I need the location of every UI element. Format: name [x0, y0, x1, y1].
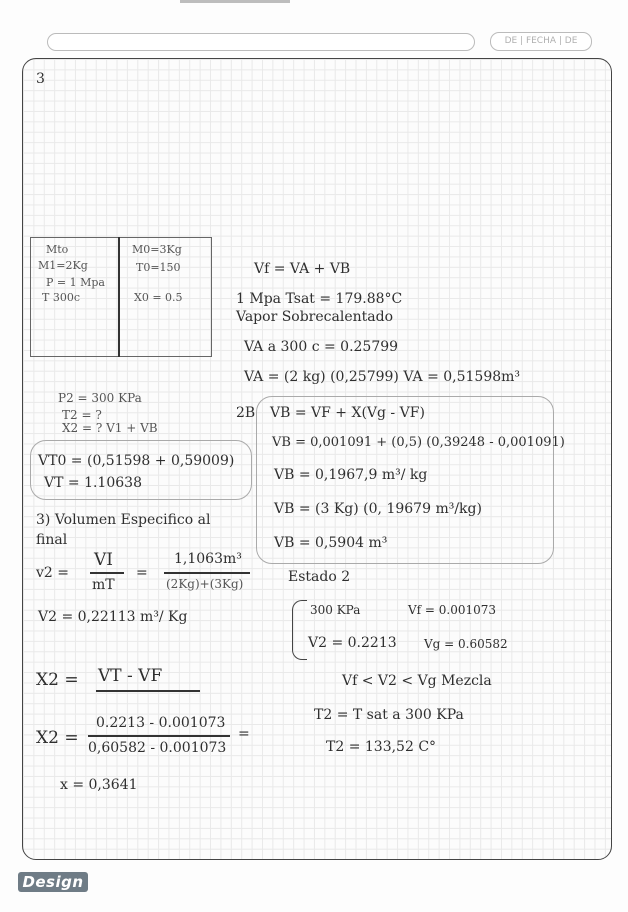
state2-line: X2 = ? V1 + VB — [62, 421, 158, 435]
vapor-line: Vapor Sobrecalentado — [236, 309, 393, 325]
given-data-divider — [118, 237, 120, 357]
x2-lhs: X2 = — [36, 670, 79, 690]
given-left-line: P = 1 Mpa — [46, 276, 105, 289]
vb-value-line: VB = 0,1967,9 m³/ kg — [274, 467, 428, 483]
v2-numerator-2: 1,1063m³ — [174, 551, 242, 567]
x2-sub-numerator: 0.2213 - 0.001073 — [96, 715, 226, 731]
design-logo: Design — [18, 872, 88, 892]
vb-result-line: VB = 0,5904 m³ — [274, 535, 388, 551]
x2-sub-lhs: X2 = — [36, 728, 79, 748]
x2-fraction-bar — [96, 690, 200, 692]
estado2-vg: Vg = 0.60582 — [424, 637, 508, 651]
given-left-line: Mto — [46, 243, 69, 256]
v2-result: V2 = 0,22113 m³/ Kg — [38, 609, 188, 625]
x-result: x = 0,3641 — [60, 777, 138, 793]
vb-sub-line: VB = 0,001091 + (0,5) (0,39248 - 0,001091) — [272, 435, 565, 450]
v2-fraction-bar — [90, 572, 124, 574]
v2-lhs: v2 = — [36, 565, 69, 581]
estado2-title: Estado 2 — [288, 569, 351, 585]
given-right-line: M0=3Kg — [132, 243, 182, 256]
estado2-bracket — [292, 600, 307, 660]
v2-denominator-2: (2Kg)+(3Kg) — [166, 577, 244, 591]
x2-sub-fraction-bar — [88, 735, 230, 737]
given-left-line: M1=2Kg — [38, 259, 88, 272]
v2-numerator: VI — [94, 550, 113, 570]
x2-sub-denominator: 0,60582 - 0.001073 — [88, 740, 227, 756]
given-left-line: T 300c — [42, 291, 80, 304]
v2-fraction-bar-2 — [164, 572, 250, 574]
tsat-line: 1 Mpa Tsat = 179.88°C — [236, 291, 403, 307]
vb-mass-line: VB = (3 Kg) (0, 19679 m³/kg) — [274, 501, 482, 517]
given-right-line: X0 = 0.5 — [134, 291, 183, 304]
vf-sum-line: Vf = VA + VB — [254, 261, 351, 277]
v2-denominator: mT — [92, 577, 115, 593]
vb-formula-line: VB = VF + X(Vg - VF) — [270, 405, 425, 421]
estado2-vf: Vf = 0.001073 — [408, 603, 497, 617]
given-right-line: T0=150 — [136, 261, 181, 274]
x2-sub-equals: = — [238, 726, 250, 742]
vt-sum-outline — [30, 440, 252, 500]
v2-equals: = — [136, 565, 148, 581]
section3-title: 3) Volumen Especifico al final — [36, 512, 211, 548]
scan-edge-shadow — [180, 0, 290, 3]
vt-line: VT = 1.10638 — [44, 475, 142, 491]
header-date-field: DE | FECHA | DE — [490, 32, 592, 51]
header-title-field — [47, 33, 475, 51]
estado2-t2-value: T2 = 133,52 C° — [326, 739, 437, 755]
label-2b: 2B — [236, 405, 256, 421]
va-calc-line: VA = (2 kg) (0,25799) VA = 0,51598m³ — [244, 369, 521, 385]
estado2-mixture: Vf < V2 < Vg Mezcla — [342, 673, 492, 689]
x2-expression: VT - VF — [98, 666, 163, 686]
estado2-t2-def: T2 = T sat a 300 KPa — [314, 707, 464, 723]
state2-line: T2 = ? — [62, 408, 102, 422]
va-table-line: VA a 300 c = 0.25799 — [244, 339, 399, 355]
page-number: 3 — [36, 71, 45, 87]
estado2-pressure: 300 KPa — [310, 603, 361, 617]
state2-line: P2 = 300 KPa — [58, 391, 142, 405]
vt0-line: VT0 = (0,51598 + 0,59009) — [38, 453, 235, 469]
estado2-v2: V2 = 0.2213 — [308, 635, 397, 651]
